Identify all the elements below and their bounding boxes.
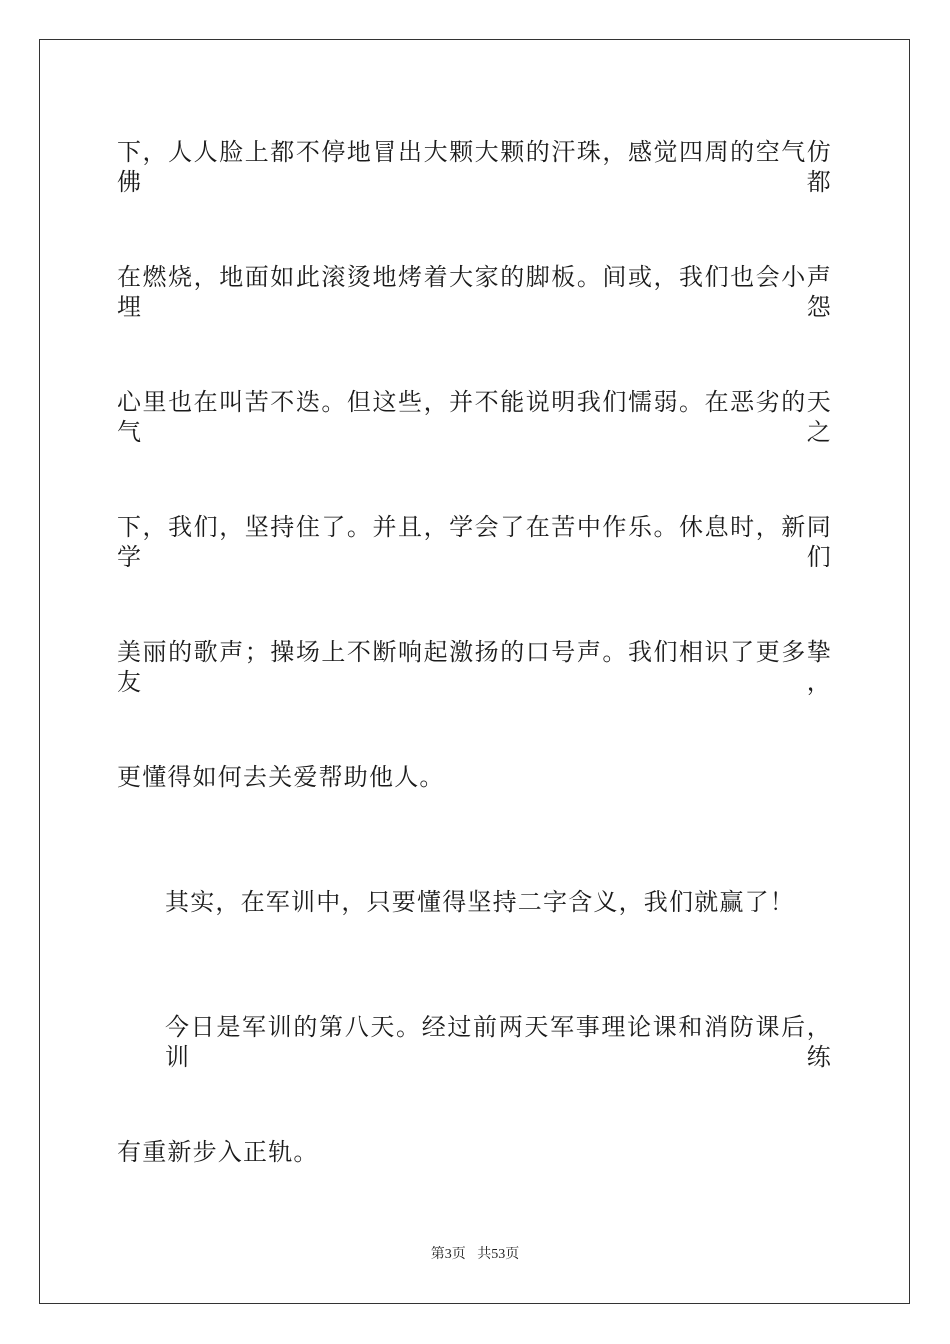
paragraph-first-line: 其实，在军训中，只要懂得坚持二字含义，我们就赢了！ — [165, 888, 795, 916]
body-text-line: 有重新步入正轨。 — [117, 1138, 319, 1166]
body-text-line: 更懂得如何去关爱帮助他人。 — [117, 763, 445, 791]
total-pages: 共53页 — [477, 1247, 520, 1262]
body-text-line: 下，我们，坚持住了。并且，学会了在苦中作乐。休息时，新同学们 — [117, 513, 832, 571]
body-text-line: 美丽的歌声；操场上不断响起激扬的口号声。我们相识了更多挚友， — [117, 638, 832, 696]
body-text-line: 下，人人脸上都不停地冒出大颗大颗的汗珠，感觉四周的空气仿佛都 — [117, 138, 832, 196]
page-number: 第3页 — [430, 1247, 466, 1262]
body-text-line: 心里也在叫苦不迭。但这些，并不能说明我们懦弱。在恶劣的天气之 — [117, 388, 832, 446]
body-text-line: 在燃烧，地面如此滚烫地烤着大家的脚板。间或，我们也会小声埋怨 — [117, 263, 832, 321]
paragraph-first-line: 今日是军训的第八天。经过前两天军事理论课和消防课后，训练 — [165, 1013, 832, 1071]
page-footer — [0, 1246, 950, 1264]
